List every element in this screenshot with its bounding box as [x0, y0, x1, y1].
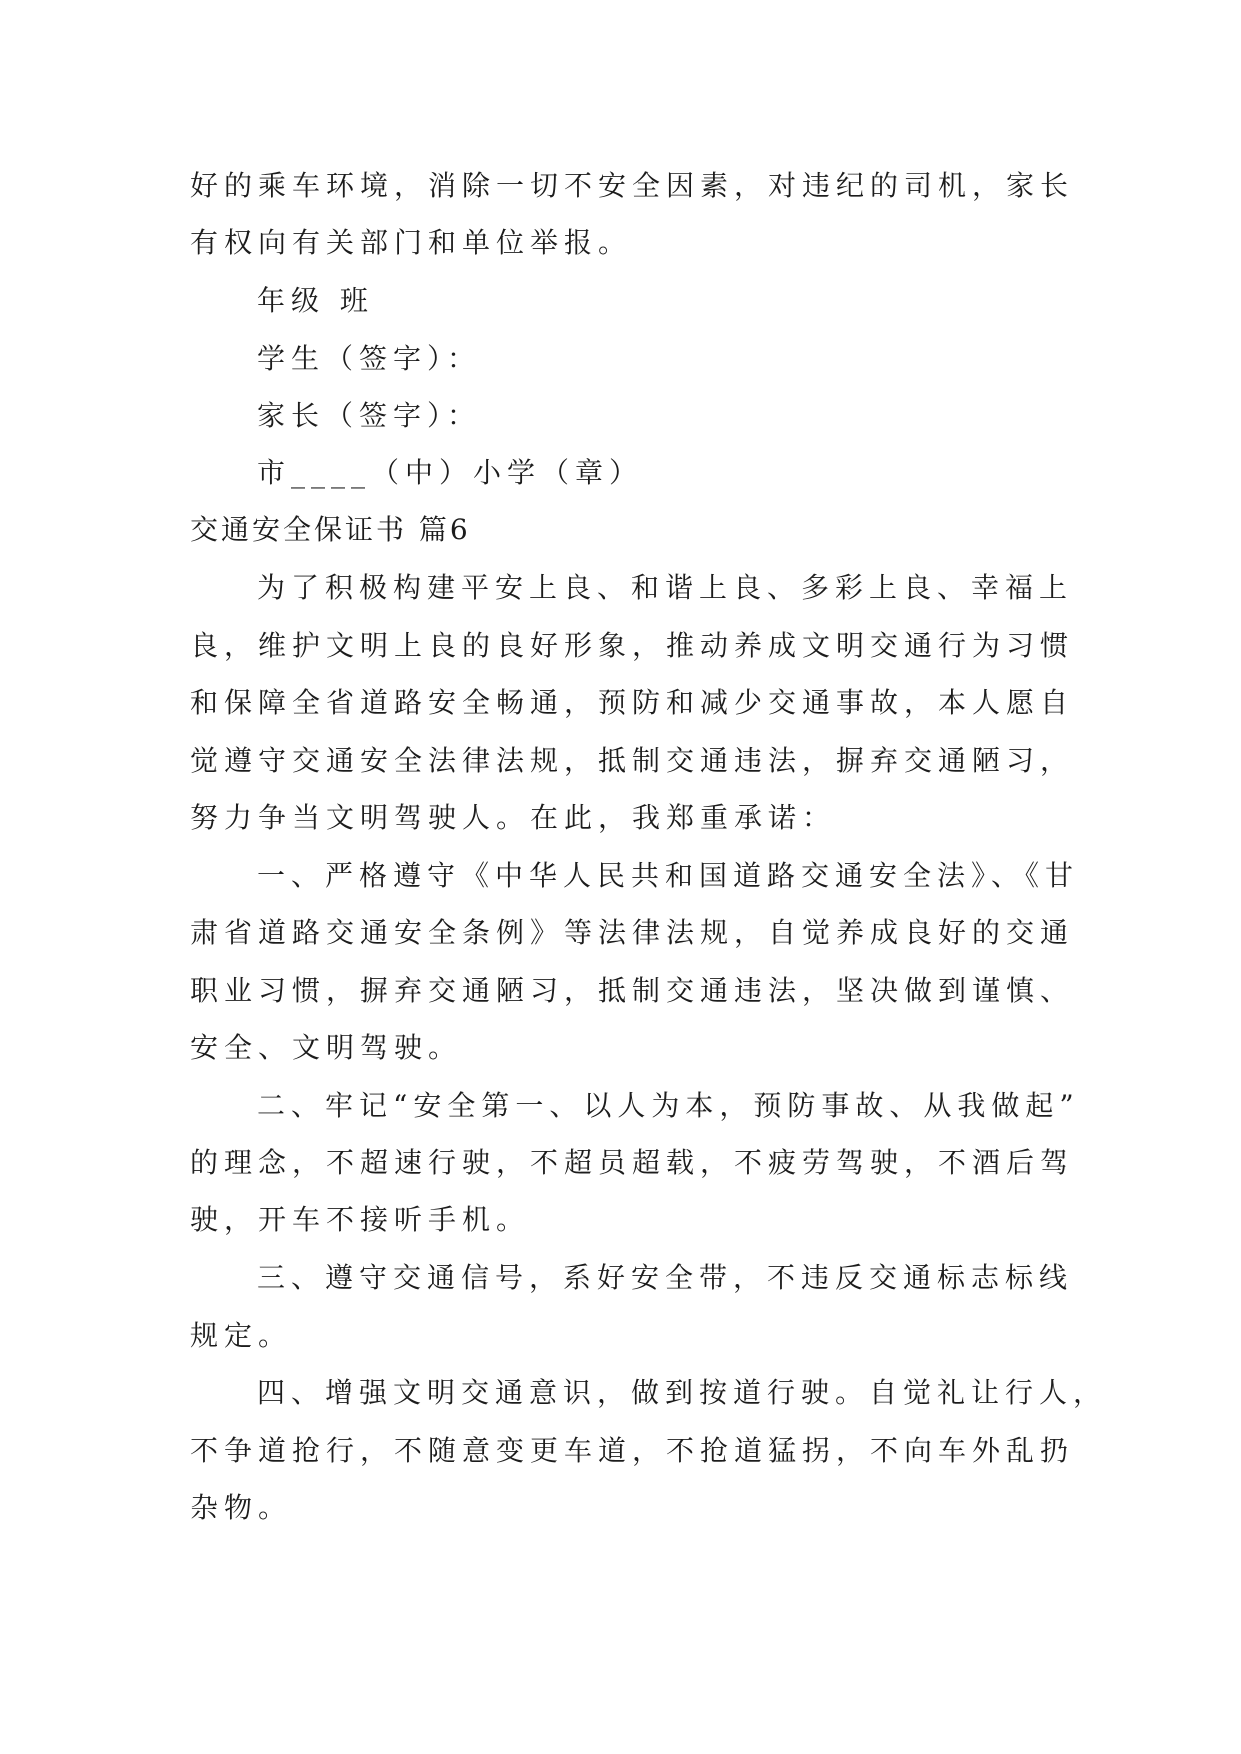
parent-signature-field: 家长（签字）：	[257, 399, 482, 432]
body-text-line: 努力争当文明驾驶人。在此，我郑重承诺：	[190, 801, 837, 834]
body-text-line: 好的乘车环境，消除一切不安全因素，对违纪的司机，家长	[190, 169, 1075, 202]
body-text-line: 职业习惯，摒弃交通陋习，抵制交通违法，坚决做到谨慎、	[190, 974, 1075, 1007]
body-text-line: 的理念，不超速行驶，不超员超载，不疲劳驾驶，不酒后驾	[190, 1146, 1075, 1179]
body-text-line: 驶，开车不接听手机。	[190, 1203, 531, 1236]
body-text-line: 杂物。	[190, 1491, 293, 1524]
body-text-line: 不争道抢行，不随意变更车道，不抢道猛拐，不向车外乱扔	[190, 1434, 1075, 1467]
pledge-item-2: 二、牢记“安全第一、以人为本，预防事故、从我做起”	[257, 1089, 1080, 1122]
school-seal-field: 市____（中）小学（章）	[257, 456, 644, 489]
body-text-line: 良，维护文明上良的良好形象，推动养成文明交通行为习惯	[190, 629, 1075, 662]
body-text-line: 和保障全省道路安全畅通，预防和减少交通事故，本人愿自	[190, 686, 1075, 719]
student-signature-field: 学生（签字）：	[257, 342, 482, 375]
pledge-item-3: 三、遵守交通信号，系好安全带，不违反交通标志标线	[257, 1261, 1074, 1294]
body-text-line: 规定。	[190, 1319, 293, 1352]
pledge-item-4: 四、增强文明交通意识，做到按道行驶。自觉礼让行人，	[257, 1376, 1108, 1409]
section-title: 交通安全保证书 篇6	[190, 513, 471, 546]
body-text-line: 为了积极构建平安上良、和谐上良、多彩上良、幸福上	[257, 571, 1074, 604]
body-text-line: 觉遵守交通安全法律法规，抵制交通违法，摒弃交通陋习，	[190, 744, 1075, 777]
grade-class-field: 年级 班	[257, 284, 374, 317]
pledge-item-1: 一、严格遵守《中华人民共和国道路交通安全法》、《甘	[257, 859, 1080, 892]
body-text-line: 有权向有关部门和单位举报。	[190, 226, 633, 259]
body-text-line: 安全、文明驾驶。	[190, 1031, 463, 1064]
body-text-line: 肃省道路交通安全条例》等法律法规，自觉养成良好的交通	[190, 916, 1075, 949]
